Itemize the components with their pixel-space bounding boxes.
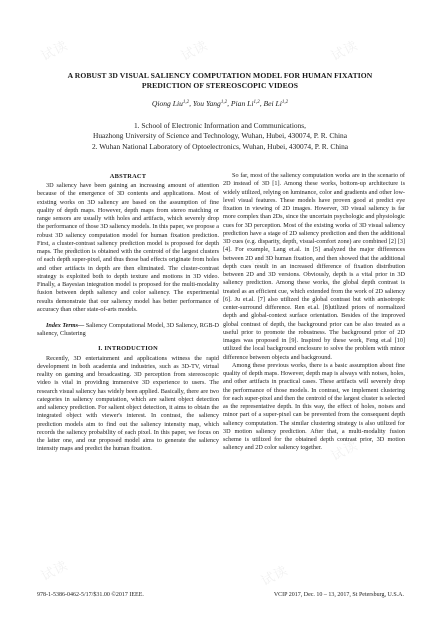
author-affil-mark: 1,2 bbox=[182, 100, 190, 105]
right-column bbox=[223, 172, 405, 453]
introduction-heading: I. INTRODUCTION bbox=[98, 344, 158, 352]
watermark: 试读 bbox=[328, 37, 361, 64]
left-column bbox=[37, 172, 219, 454]
watermark: 试读 bbox=[38, 557, 71, 584]
author-name: Qiong Liu bbox=[151, 99, 183, 108]
author-affil-mark: 1,2 bbox=[220, 100, 228, 105]
body-paragraph: Among these previous works, there is a basic assumption about fine quality of depth maps. However, depth map is always with noises, holes, and other artifacts in practical cases. These artifacts will severely drop the performance of those models. In contrast, we implement clustering for each super-pixel and then the centroid of the largest cluster is selected as the representative depth. In this way, the effect of holes, noises and minor part of a super-pixel can be prevented from the consequent depth saliency computation. The similar clustering strategy is also utilized for 3D motion saliency prediction. After that, a multi-modality fusion scheme is utilized for the obtained depth contrast prior, 3D motion saliency and 2D color saliency together. bbox=[223, 361, 405, 452]
copyright-footer: 978-1-5386-0462-5/17/$31.00 ©2017 IEEE. bbox=[37, 592, 144, 598]
author-name: You Yang bbox=[192, 99, 221, 108]
author-affil-mark: 1,2 bbox=[281, 100, 289, 105]
watermark: 试读 bbox=[58, 237, 91, 264]
index-terms-text: Saliency Computational Model, 3D Saliency, RGB-D saliency, Clustering bbox=[37, 322, 219, 338]
author-list: Qiong Liu$^{1,2}$, You Yang$^{1,2}$, Pian Li$^{1,2}$, Bei Li$^{1,2}$ bbox=[151, 99, 289, 108]
watermark: 试读 bbox=[108, 427, 141, 454]
index-terms-label: Index Terms— bbox=[46, 322, 85, 329]
author-affil-mark: 1,2 bbox=[253, 100, 260, 105]
abstract-heading: ABSTRACT bbox=[109, 173, 147, 180]
affiliation-line: 2. Wuhan National Laboratory of Optoelectronics, Wuhan, Hubei, 430074, P. R. China bbox=[91, 141, 349, 151]
introduction-text: Recently, 3D entertainment and applications witness the rapid development in both academia and industries, such as 3D-TV, virtual reality on gaming and broadcasting. 3D perception from stereoscopic video is vital in providing immersive 3D experience to users. The research visual saliency has widely been applied. Basically, there are two categories in saliency computation, which are salient object detection and saliency prediction. For salient object detection, it aims to obtain the integrated object with viewer's interest. In contrast, the saliency prediction models aim to find out the saliency intensity map, which records the saliency probability of each pixel. In this paper, we focus on the latter one, and our proposed model aims to generate the saliency intensity maps and predict the human fixation. bbox=[37, 354, 219, 453]
index-terms bbox=[37, 322, 219, 339]
watermark: 试读 bbox=[38, 37, 71, 64]
affiliation-line: Huazhong University of Science and Technology, Wuhan, Hubei, 430074, P. R. China bbox=[93, 131, 347, 141]
body-paragraph: So far, most of the saliency computation works are in the scenario of 2D instead of 3D [1]. Among these works, bottom-up architecture is widely utilized, relying on luminance, color and gradients and other low-level visual features. These models have proven good at predict eye fixation in viewing of 2D images. However, 3D visual saliency is far more complex than 2Ds, since the uncertain psychologic and physiologic cues for 3D perception. Most of the existing works of 3D visual saliency prediction have a stage of 2D saliency prediction and then the additional 3D cues (e.g. disparity, depth, visual-comfort zone) are combined [2] [3] [4]. For example, Lang et.al. in [5] analyzed the major differences between 2D and 3D human fixation, and then showed that the additional depth cues result in an increased difference of fixation distribution between 2D and 3D versions. Obviously, depth is a vital prior in 3D saliency prediction. Among these works, the global depth contrast is treated as an efficient cue, which extended from the work of 2D saliency [6]. Ju et.al. [7] also utilized the global contrast but with anisotropic center-surround difference. Ren et.al. [8]utilized priors of normalized depth and global-context surface orientation. Besides of the improved global contrast of depth, the background prior can be also treated as a useful prior to promote the robustness. The background prior of 2D images was proposed in [9]. Inspired by these work, Feng et.al [10] utilized the local background enclosure to solve the problem with minor difference between objects and background. bbox=[223, 172, 405, 361]
affiliation-line: 1. School of Electronic Information and Communications, bbox=[133, 121, 306, 130]
title-line: A ROBUST 3D VISUAL SALIENCY COMPUTATION MODEL FOR HUMAN FIXATION bbox=[67, 71, 373, 80]
watermark: 试读 bbox=[248, 247, 281, 274]
abstract-text: 3D saliency have been gaining an increasing amount of attention because of the emergence of 3D contents and applications. Most of existing works on 3D saliency are based on the assumption of fine quality of depth maps. However, depth maps from stereo matching or range sensors are usually with holes and artifacts, which severely drop the performance of those 3D saliency models. In this paper, we propose a robust 3D saliency computation model for human fixation prediction. First, a cluster-contrast saliency prediction model is proposed for depth maps. The prediction is obtained with the centroid of the largest clusters of each depth super-pixel, and thus those bad effects originate from holes and other artifacts in depth are then eliminated. The cluster-contrast strategy is exploited both to depth texture and motions in 3D video. Finally, a Bayesian integration model is proposed for the multi-modality fusion between depth saliency and color saliency. The experimental results demonstrate that our saliency model has better performance of accuracy than other state-of-arts models. bbox=[37, 182, 219, 313]
author-name: Bei Li bbox=[263, 99, 282, 108]
paper-title bbox=[30, 71, 410, 91]
watermark: 试读 bbox=[258, 562, 291, 589]
title-line: PREDICTION OF STEREOSCOPIC VIDEOS bbox=[141, 81, 299, 90]
watermark: 试读 bbox=[328, 437, 361, 464]
affiliations bbox=[30, 121, 410, 152]
watermark: 试读 bbox=[178, 37, 211, 64]
author-name: Pian Li bbox=[230, 99, 254, 108]
conference-footer: VCIP 2017, Dec. 10 – 13, 2017, St Petersburg, U.S.A. bbox=[273, 592, 404, 598]
